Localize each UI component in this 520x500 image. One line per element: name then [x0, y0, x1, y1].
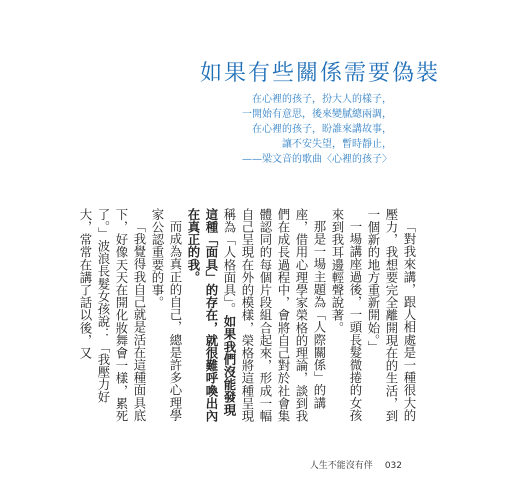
- paragraph: 「我覺得我自己就是活在這種面具底下，好像天天在開化妝舞會一樣，累死了。」波浪長髮女孩說：「我壓力好大，常常在講了話以後，又: [78, 208, 147, 423]
- chapter-title: 如果有些關係需要偽裝: [200, 61, 441, 86]
- page-footer: [310, 458, 402, 471]
- paragraph: [184, 208, 328, 428]
- paragraph: 「對我來講，跟人相處是一種很大的壓力，我想要完全離開現在的生活，到一個新的地方重新開始。」: [366, 208, 417, 423]
- epigraph-attribution: ——梁文音的歌曲〈心裡的孩子〉: [242, 154, 392, 165]
- paragraph: 而成為真正的自己，總是許多心理學家公認重要的事。: [150, 208, 183, 422]
- epigraph-line: 在心裡的孩子，盼誰來講故事，: [252, 124, 392, 135]
- body-text: [78, 208, 418, 428]
- epigraph-line: 一開始有意思，後來變膩總兩調，: [242, 109, 392, 120]
- paragraph: 一場講座過後，一頭長髮微捲的女孩來到我耳邊輕聲說著。: [330, 208, 363, 422]
- paragraph-text: 那是一場主題為「人際關係」的講座，借用心理學家榮格的理論，談到我們在成長過程中，會將自己對於社會集體認同的每個片段組合起來，形成一幅自己呈現在外的模樣，榮格將這種呈現稱為「人格面具」。: [222, 208, 327, 423]
- page-number: 032: [384, 461, 402, 471]
- epigraph-line: 在心裡的孩子，扮大人的樣子，: [252, 94, 392, 105]
- epigraph: [132, 92, 392, 167]
- book-title: 人生不能沒有伴: [309, 461, 373, 471]
- epigraph-line: 讓不安失望，暫時靜止，: [282, 139, 392, 150]
- emphasized-text: 如果我們沒能發現這種「面具」的存在，就很難呼喚出內在真正的我。: [186, 208, 237, 423]
